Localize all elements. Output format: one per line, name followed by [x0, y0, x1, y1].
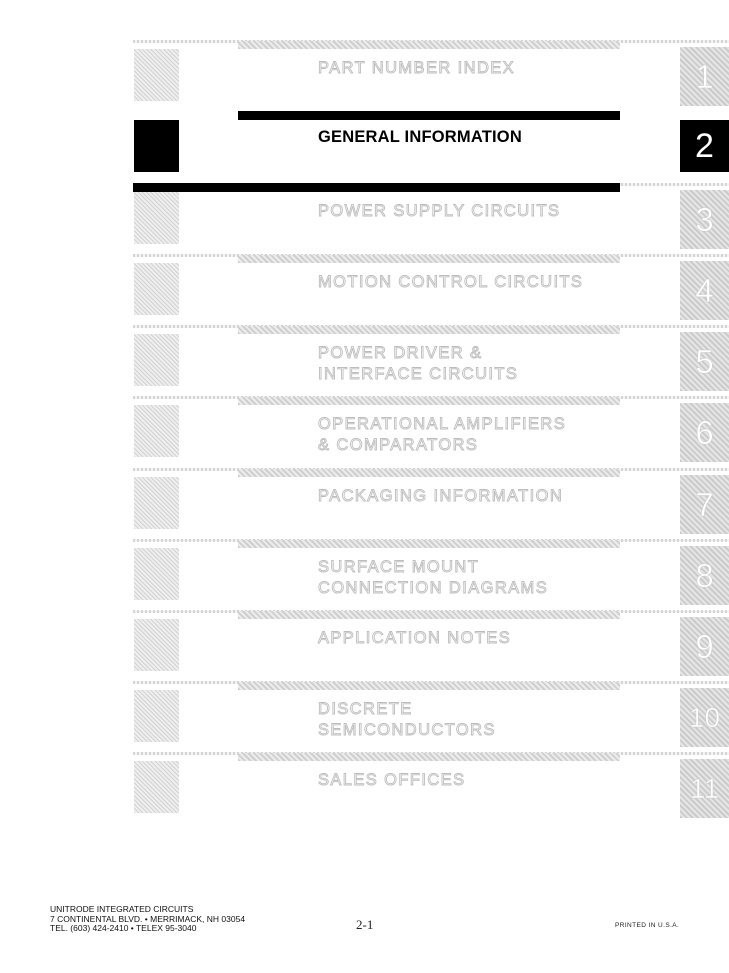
section-title: POWER SUPPLY CIRCUITS: [318, 202, 561, 220]
section-marker-square: [134, 690, 179, 742]
section-title: MOTION CONTROL CIRCUITS: [318, 273, 584, 291]
section-5[interactable]: [0, 325, 729, 397]
section-tab-number[interactable]: 10: [680, 688, 729, 747]
section-marker-square: [134, 477, 179, 529]
section-title: APPLICATION NOTES: [318, 629, 512, 647]
section-2[interactable]: [0, 111, 729, 183]
section-1[interactable]: [0, 40, 729, 112]
section-marker-square: [134, 619, 179, 671]
section-marker-square: [134, 49, 179, 101]
section-marker-square: [134, 405, 179, 457]
section-marker-square: [134, 120, 179, 172]
page-number: 2-1: [356, 917, 374, 932]
section-title: DISCRETE: [318, 700, 413, 718]
section-header-bar: [238, 111, 620, 120]
section-tab-number[interactable]: 7: [680, 475, 729, 534]
section-title: SEMICONDUCTORS: [318, 721, 496, 739]
section-title: INTERFACE CIRCUITS: [318, 365, 519, 383]
section-7[interactable]: [0, 468, 729, 540]
section-marker-square: [134, 263, 179, 315]
section-title: CONNECTION DIAGRAMS: [318, 579, 549, 597]
section-header-bar: [238, 682, 620, 690]
section-header-bar: [238, 753, 620, 761]
active-section-bottom-rule: [133, 183, 620, 192]
section-title: PART NUMBER INDEX: [318, 59, 516, 77]
section-header-bar: [238, 326, 620, 334]
section-marker-square: [134, 192, 179, 244]
section-title: POWER DRIVER &: [318, 344, 483, 362]
section-tab-number[interactable]: 8: [680, 546, 729, 605]
section-tab-number[interactable]: 11: [680, 759, 729, 818]
company-address: [50, 905, 245, 934]
section-tab-number[interactable]: 6: [680, 403, 729, 462]
company-name: UNITRODE INTEGRATED CIRCUITS: [50, 904, 194, 914]
section-header-bar: [238, 611, 620, 619]
section-6[interactable]: [0, 396, 729, 468]
section-9[interactable]: [0, 610, 729, 682]
section-title: GENERAL INFORMATION: [318, 128, 522, 146]
section-header-bar: [238, 255, 620, 263]
company-phone: TEL. (603) 424-2410 • TELEX 95-3040: [50, 923, 197, 933]
section-title: OPERATIONAL AMPLIFIERS: [318, 415, 567, 433]
section-title: SALES OFFICES: [318, 771, 466, 789]
section-title: SURFACE MOUNT: [318, 558, 480, 576]
section-8[interactable]: [0, 539, 729, 611]
section-marker-square: [134, 548, 179, 600]
printed-notice: PRINTED IN U.S.A.: [615, 922, 680, 929]
section-marker-square: [134, 761, 179, 813]
section-header-bar: [238, 397, 620, 405]
section-title: & COMPARATORS: [318, 436, 479, 454]
section-4[interactable]: [0, 254, 729, 326]
section-tab-number[interactable]: 4: [680, 261, 729, 320]
section-3[interactable]: [0, 183, 729, 255]
section-10[interactable]: [0, 681, 729, 753]
company-street: 7 CONTINENTAL BLVD. • MERRIMACK, NH 03054: [50, 913, 246, 924]
section-title: PACKAGING INFORMATION: [318, 487, 564, 505]
section-marker-square: [134, 334, 179, 386]
section-header-bar: [238, 41, 620, 49]
section-11[interactable]: [0, 752, 729, 824]
section-tab-number[interactable]: 5: [680, 332, 729, 391]
section-tab-number[interactable]: 9: [680, 617, 729, 676]
section-tab-number[interactable]: 3: [680, 190, 729, 249]
section-tab-number[interactable]: 1: [680, 47, 729, 106]
section-header-bar: [238, 469, 620, 477]
section-header-bar: [238, 540, 620, 548]
section-tab-number[interactable]: 2: [680, 120, 729, 172]
